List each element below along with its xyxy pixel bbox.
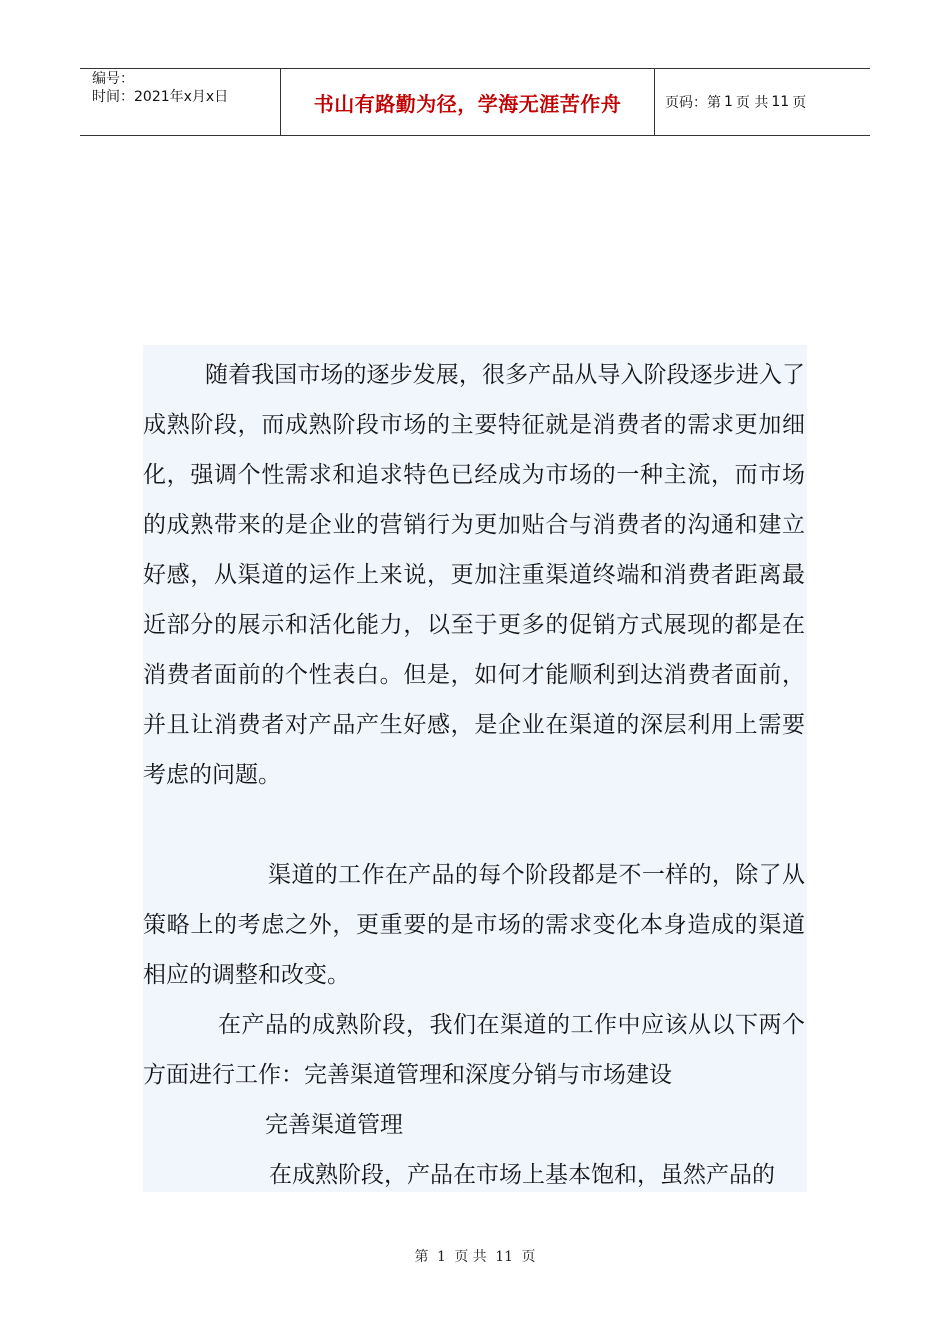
body-paragraph: 随着我国市场的逐步发展，很多产品从导入阶段逐步进入了成熟阶段，而成熟阶段市场的主要特征就是消费者的需求更加细化，强调个性需求和追求特色已经成为市场的一种主流，而市场的成熟带来的是企业的营销行为更加贴合与消费者的沟通和建立好感，从渠道的运作上来说，更加注重渠道终端和消费者距离最近部分的展示和活化能力，以至于更多的促销方式展现的都是在消费者面前的个性表白。但是，如何才能顺利到达消费者面前，并且让消费者对产品产生好感，是企业在渠道的深层利用上需要考虑的问题。 [143, 362, 805, 788]
header-info-cell [80, 69, 281, 135]
header-page-suffix: 页 [792, 95, 807, 111]
header-page-current: 1 [724, 94, 733, 110]
document-date-label: 时间：2021年x月x日 [92, 89, 229, 105]
footer-page-middle: 页 共 [454, 1249, 487, 1265]
document-header [80, 68, 870, 136]
header-page-prefix: 页码：第 [665, 95, 721, 111]
header-motto-cell [281, 69, 655, 135]
footer-page-prefix: 第 [414, 1249, 429, 1265]
document-body [143, 345, 807, 1192]
body-paragraph: 在产品的成熟阶段，我们在渠道的工作中应该从以下两个方面进行工作：完善渠道管理和深度分销与市场建设 [143, 1012, 805, 1088]
header-page-middle: 页 共 [735, 95, 769, 111]
header-motto: 书山有路勤为径，学海无涯苦作舟 [313, 91, 622, 116]
footer-page-current: 1 [436, 1249, 446, 1265]
header-page-cell [655, 69, 870, 135]
page-footer [0, 1246, 950, 1266]
footer-page-suffix: 页 [521, 1249, 536, 1265]
body-paragraph: 在成熟阶段，产品在市场上基本饱和，虽然产品的 [269, 1162, 775, 1188]
header-page-total: 11 [771, 94, 790, 110]
body-paragraph: 渠道的工作在产品的每个阶段都是不一样的，除了从策略上的考虑之外，更重要的是市场的需求变化本身造成的渠道相应的调整和改变。 [143, 862, 805, 988]
section-heading: 完善渠道管理 [265, 1112, 403, 1138]
document-number-label: 编号： [92, 71, 134, 87]
footer-page-total: 11 [495, 1249, 514, 1265]
